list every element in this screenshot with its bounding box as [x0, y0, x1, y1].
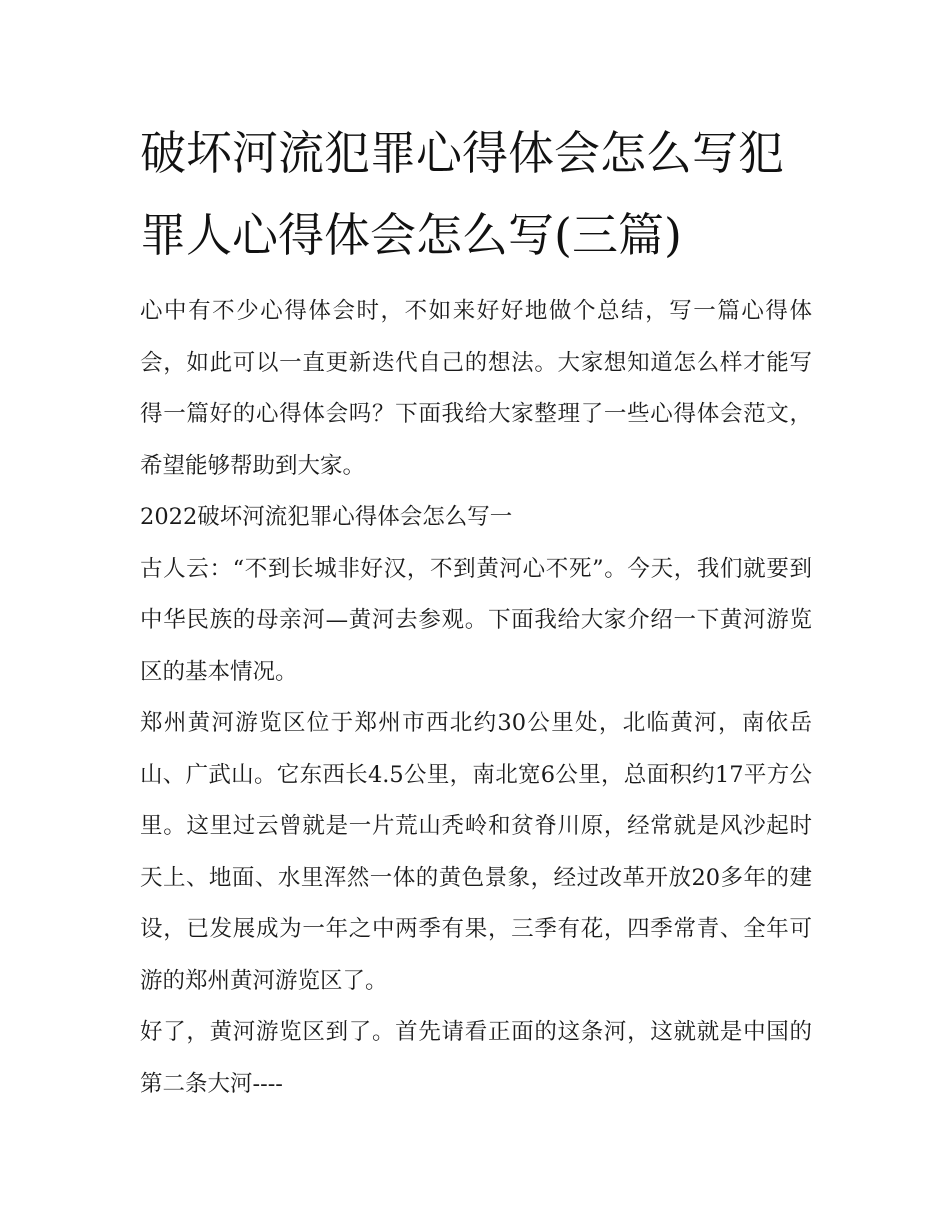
body-paragraph: 好了，黄河游览区到了。首先请看正面的这条河，这就就是中国的第二条大河---- [140, 1019, 812, 1097]
intro-paragraph: 心中有不少心得体会时，不如来好好地做个总结，写一篇心得体会，如此可以一直更新迭代自己的想法。大家想知道怎么样才能写得一篇好的心得体会吗？下面我给大家整理了一些心得体会范文，希望能够帮助到大家。 [140, 298, 812, 479]
document-title: 破坏河流犯罪心得体会怎么写犯罪人心得体会怎么写(三篇) [140, 126, 784, 262]
body-paragraph: 古人云：“不到长城非好汉，不到黄河心不死”。今天，我们就要到中华民族的母亲河—黄河去参观。下面我给大家介绍一下黄河游览区的基本情况。 [140, 555, 812, 685]
body-paragraph: 郑州黄河游览区位于郑州市西北约30公里处，北临黄河，南依岳山、广武山。它东西长4.5公里，南北宽6公里，总面积约17平方公里。这里过云曾就是一片荒山秃岭和贫脊川原，经常就是风沙起时天上、地面、水里浑然一体的黄色景象，经过改革开放20多年的建设，已发展成为一年之中两季有果，三季有花，四季常青、全年可游的郑州黄河游览区了。 [140, 710, 812, 994]
document-body [140, 112, 812, 1110]
section-heading: 2022破坏河流犯罪心得体会怎么写一 [140, 504, 513, 530]
